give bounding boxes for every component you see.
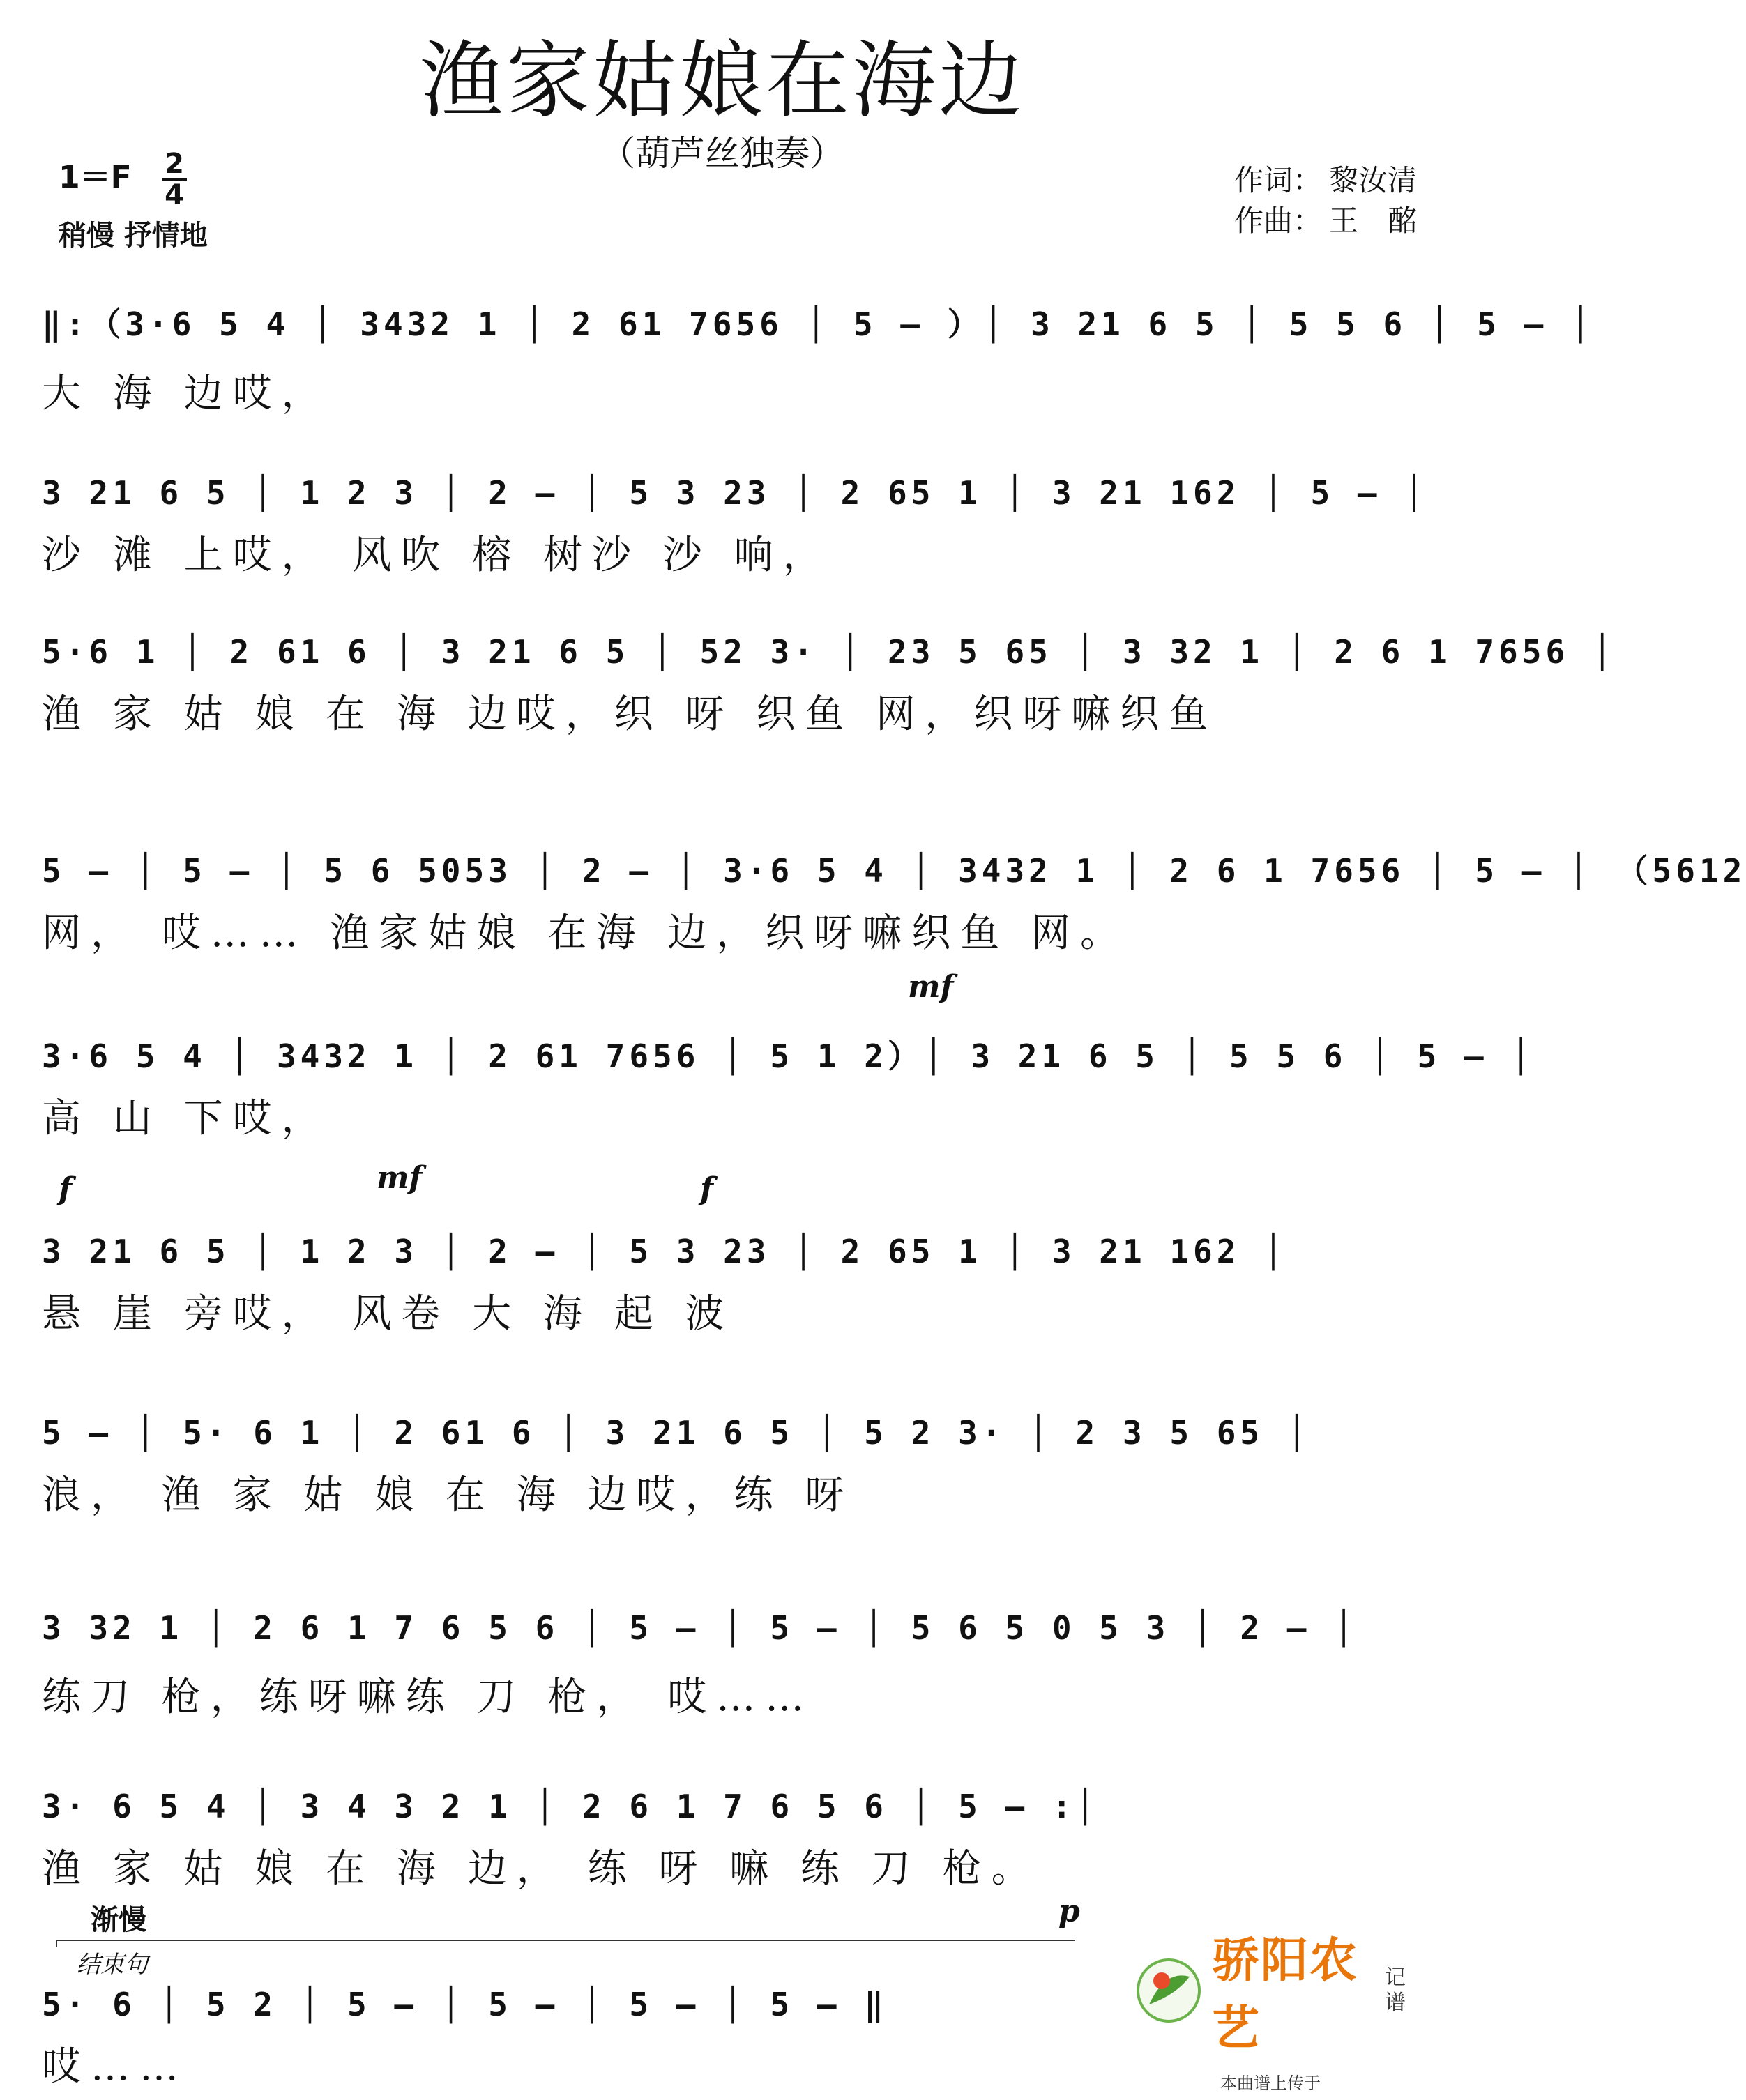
notation-line: 5· 6 │ 5 2 │ 5 – │ 5 – │ 5 – │ 5 – ‖ [42,1986,888,2023]
tagline-line-1: 记 [1385,1965,1406,1990]
tagline-line-2: 谱 [1385,1991,1406,2015]
lyrics-line: 渔 家 姑 娘 在 海 边哎，织 呀 织鱼 网，织呀嘛织鱼 [42,692,1218,737]
notation-line: 3·6 5 4 │ 3432 1 │ 2 61 7656 │ 5 1 2）│ 3 21 6 5 │ 5 5 6 │ 5 – │ [42,1037,1535,1075]
lyrics-line: 高 山 下哎， [42,1096,331,1141]
dynamic-p: p [1058,1894,1080,1929]
dynamic-mf: mf [377,1160,423,1196]
tempo-marking: 稍慢 抒情地 [59,220,208,252]
lyrics-line: 悬 崖 旁哎， 风卷 大 海 起 波 [42,1291,734,1337]
composer-credit [1234,201,1417,241]
lyricist-credit [1234,160,1417,201]
time-signature-bottom: 4 [162,178,187,210]
notation-line: 3 32 1 │ 2 6 1 7 6 5 6 │ 5 – │ 5 – │ 5 6 5 0 5 3 │ 2 – │ [42,1609,1358,1647]
publisher-brand: 骄阳农艺 [1212,1933,1359,2056]
lyrics-line: 练刀 枪，练呀嘛练 刀 枪， 哎…… [42,1675,814,1720]
notation-line: 3 21 6 5 │ 1 2 3 │ 2 – │ 5 3 23 │ 2 65 1 │ 3 21 162 │ 5 – │ [42,474,1428,512]
credits [1234,160,1417,241]
notation-line: 5·6 1 │ 2 61 6 │ 3 21 6 5 │ 52 3· │ 23 5 65 │ 3 32 1 │ 2 6 1 7656 │ [42,633,1616,671]
dynamic-mf: mf [908,969,954,1005]
publisher-logo [1134,1933,1406,2056]
lyrics-line: 哎…… [42,2044,188,2090]
notation-line: 5 – │ 5· 6 1 │ 2 61 6 │ 3 21 6 5 │ 5 2 3· │ 2 3 5 65 │ [42,1414,1311,1452]
page-title: 渔家姑娘在海边 [420,33,1025,130]
upload-footer: 本曲谱上传于 [1220,2074,1321,2093]
lyrics-line: 大 海 边哎， [42,371,331,416]
time-signature-top: 2 [165,148,184,180]
composer-label: 作曲： [1233,204,1322,238]
lyricist-label: 作词： [1233,163,1322,197]
leaf-icon [1134,1956,1204,2025]
page-subtitle: （葫芦丝独奏） [600,133,844,174]
composer-name: 王 酩 [1328,204,1417,238]
notation-line: 5 – │ 5 – │ 5 6 5053 │ 2 – │ 3·6 5 4 │ 3432 1 │ 2 6 1 7656 │ 5 – │ （5612 [42,852,1746,890]
dynamic-f: f [59,1171,72,1207]
tempo-change-marking: 渐慢 [91,1904,146,1936]
notation-line: 3 21 6 5 │ 1 2 3 │ 2 – │ 5 3 23 │ 2 65 1 │ 3 21 162 │ [42,1233,1287,1270]
coda-bracket [56,1940,1075,1947]
coda-label: 结束句 [77,1951,148,1979]
lyricist-name: 黎汝清 [1328,163,1417,197]
time-signature [162,149,187,210]
lyrics-line: 沙 滩 上哎， 风吹 榕 树沙 沙 响， [42,533,832,578]
lyrics-line: 渔 家 姑 娘 在 海 边， 练 呀 嘛 练 刀 枪。 [42,1846,1040,1892]
lyrics-line: 网， 哎…… 渔家姑娘 在海 边，织呀嘛织鱼 网。 [42,911,1130,956]
notation-line: 3· 6 5 4 │ 3 4 3 2 1 │ 2 6 1 7 6 5 6 │ 5 – :│ [42,1788,1100,1825]
lyrics-line: 浪， 渔 家 姑 娘 在 海 边哎，练 呀 [42,1473,854,1518]
dynamic-f: f [700,1171,713,1207]
notation-line: ‖:（3·6 5 4 │ 3432 1 │ 2 61 7656 │ 5 – ）│ 3 21 6 5 │ 5 5 6 │ 5 – │ [42,305,1595,343]
key-signature: 1＝F [59,160,132,195]
publisher-tagline [1385,1965,1406,2016]
